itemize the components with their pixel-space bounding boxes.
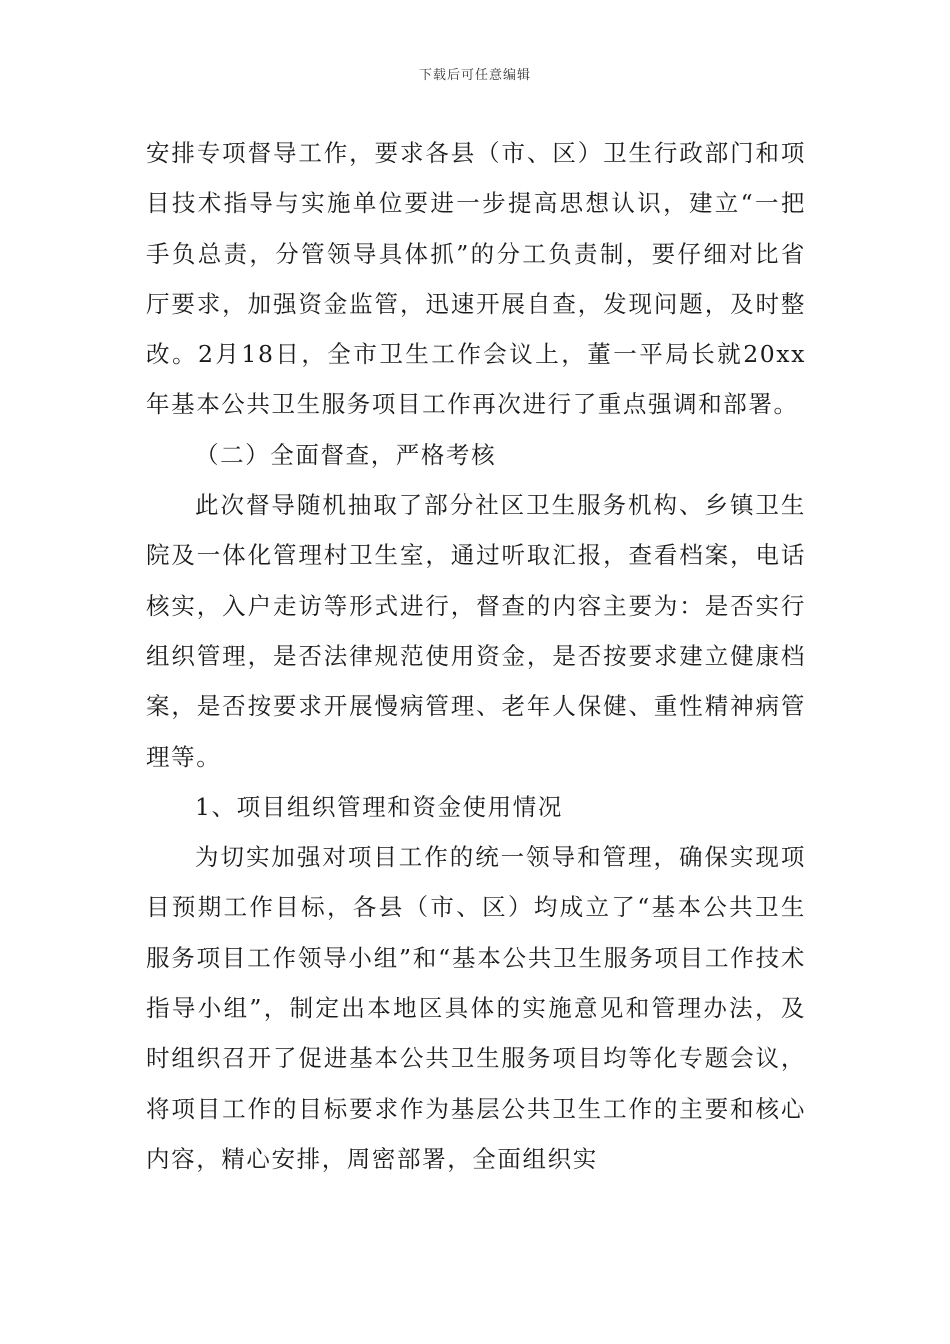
- page-header-note: 下载后可任意编辑: [418, 68, 531, 83]
- paragraph-management: 为切实加强对项目工作的统一领导和管理，确保实现项目预期工作目标，各县（市、区）均成立了“基本公共卫生服务项目工作领导小组”和“基本公共卫生服务项目工作技术指导小组”，制定出本地区具体的实施意见和管理办法，及时组织召开了促进基本公共卫生服务项目均等化专题会议，将项目工作的目标要求作为基层公共卫生工作的主要和核心内容，精心安排，周密部署，全面组织实: [146, 843, 806, 1173]
- section-heading-2: （二）全面督查，严格考核: [195, 440, 497, 469]
- document-body: [146, 128, 806, 1184]
- paragraph-continuation: 安排专项督导工作，要求各县（市、区）卫生行政部门和项目技术指导与实施单位要进一步提高思想认识，建立“一把手负总责，分管领导具体抓”的分工负责制，要仔细对比省厅要求，加强资金监管，迅速开展自查，发现问题，及时整改。2月18日，全市卫生工作会议上，董一平局长就20xx年基本公共卫生服务项目工作再次进行了重点强调和部署。: [146, 139, 806, 419]
- subsection-heading-1: 1、项目组织管理和资金使用情况: [195, 792, 563, 821]
- paragraph-inspection: 此次督导随机抽取了部分社区卫生服务机构、乡镇卫生院及一体化管理村卫生室，通过听取汇报，查看档案，电话核实，入户走访等形式进行，督查的内容主要为：是否实行组织管理，是否法律规范使用资金，是否按要求建立健康档案，是否按要求开展慢病管理、老年人保健、重性精神病管理等。: [146, 491, 806, 771]
